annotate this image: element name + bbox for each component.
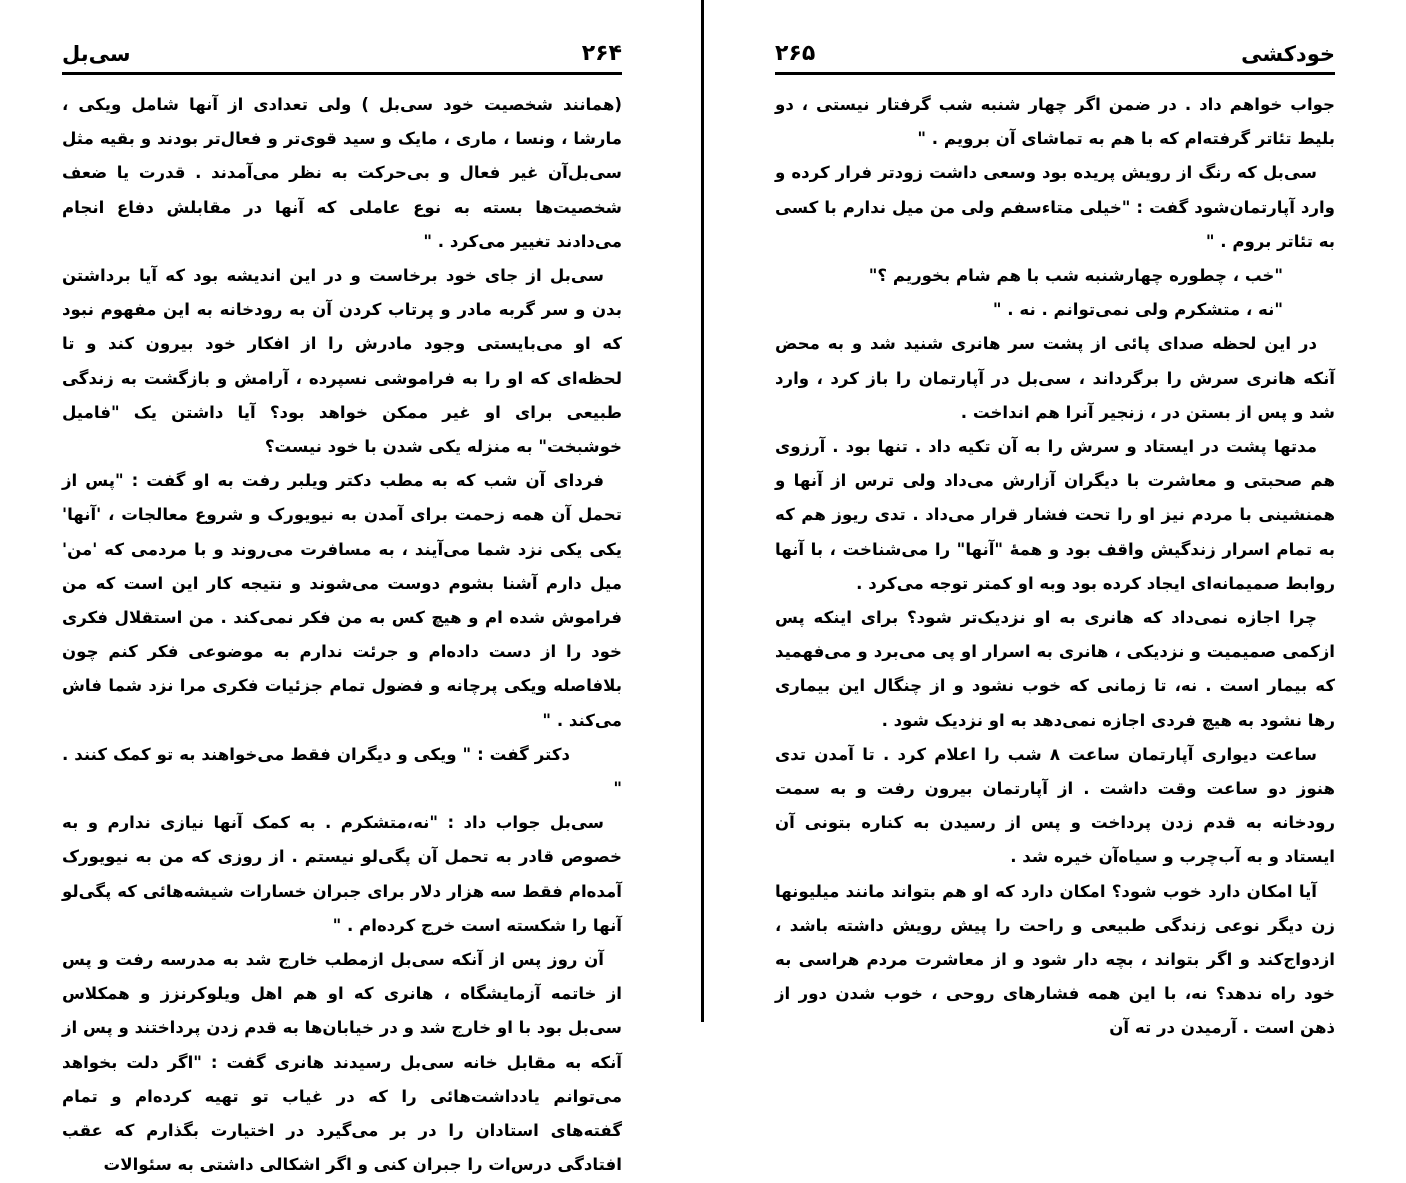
paragraph: فردای آن شب که به مطب دکتر ویلبر رفت به او گفت : "پس از تحمل آن همه زحمت برای آمدن به نیویورک و شروع معالجات ، 'آنها' یکی یکی نزد شما می‌آیند ، به مسافرت می‌روند و با مردمی که 'من' میل دارم آشنا بشوم دوست می‌شوند و نتیجه کار این است که من فراموش شده ام و هیچ کس به من فکر نمی‌کند . من استقلال فکری خود را از دست داده‌ام و جرئت ندارم به موضوعی فکر کنم چون بلافاصله ویکی پرچانه و فضول تمام جزئیات فکری مرا نزد شما فاش می‌کند . " [62,471,622,730]
running-title: خودکشی [1241,42,1335,66]
page-gutter [701,0,704,1022]
paragraph: آیا امکان دارد خوب شود؟ امکان دارد که او هم بتواند مانند میلیونها زن دیگر نوعی زندگی طبیعی و راحت را پیش رویش داشته باشد ، ازدواج‌کند و اگر بتواند ، بچه دار شود و از معاشرت مردم هراسی به خود راه ندهد؟ نه، با این همه فشارهای روحی ، خوب شدن دور از ذهن است . آرمیدن در ته آن [775,881,1335,1038]
paragraph: "نه ، متشکرم ولی نمی‌توانم . نه . " [992,300,1283,320]
header-rule [62,72,622,75]
paragraph: سی‌بل که رنگ از رویش پریده بود وسعی داشت زودتر فرار کرده و وارد آپارتمان‌شود گفت : "خیلی متاء‌سفم ولی من میل ندارم با کسی به تئاتر بروم . " [775,163,1335,251]
paragraph: سی‌بل جواب داد : "نه،متشکرم . به کمک آنها نیازی ندارم و به خصوص قادر به تحمل آن پگی‌لو نیستم . از روزی که من به نیویورک آمده‌ام فقط سه هزار دلار برای جبران خسارات شیشه‌هائی که پگی‌لو آنها را شکسته است خرج کرده‌ام . " [62,813,622,935]
left-page-body [62,88,622,1183]
right-page-header [775,30,1335,66]
running-title: سی‌بل [62,42,131,66]
paragraph: آن روز پس از آنکه سی‌بل ازمطب خارج شد به مدرسه رفت و پس از خاتمه آزمایشگاه ، هانری که او هم اهل ویلوکرنزز و همکلاس سی‌بل بود با او خارج شد و در خیابان‌ها به قدم زدن پرداختند و پس از آنکه به مقابل خانه سی‌بل رسیدند هانری گفت : "اگر دلت بخواهد می‌توانم یادداشت‌هائی را که در غیاب تو تهیه کرده‌ام و تمام گفته‌های استادان را در بر می‌گیرد در اختیارت بگذارم که عقب افتادگی درس‌ات را جبران کنی و اگر اشکالی داشتی به سئوالات [62,950,622,1175]
paragraph: "خب ، چطوره چهارشنبه شب با هم شام بخوریم ؟" [868,266,1283,286]
paragraph: ساعت دیواری آپارتمان ساعت ۸ شب را اعلام کرد . تا آمدن تدی هنوز دو ساعت وقت داشت . از آپارتمان بیرون رفت و به سمت رودخانه به قدم زدن پرداخت و پس از رسیدن به کناره بتونی آن ایستاد و به آب‌چرب و سیاه‌آن خیره شد . [775,744,1335,867]
paragraph: (همانند شخصیت خود سی‌بل ) ولی تعدادی از آنها شامل ویکی ، مارشا ، ونسا ، ماری ، مایک و سید قوی‌تر و فعال‌تر بودند و بقیه مثل سی‌بل‌آن غیر فعال و بی‌حرکت به نظر می‌آمدند . قدرت یا ضعف شخصیت‌ها بسته به نوع عاملی که آنها در مقابلش دفاع انجام می‌دادند تغییر می‌کرد . " [62,95,622,251]
right-page-body [775,88,1335,1046]
left-page [62,0,622,1175]
paragraph: سی‌بل از جای خود برخاست و در این اندیشه بود که آیا برداشتن بدن و سر گربه مادر و پرتاب کردن آن به رودخانه به این مفهوم نبود که او می‌بایستی وجود مادرش را از افکار خود بیرون کند و تا لحظه‌ای که او را به فراموشی نسپرده ، آرامش و بازگشت به زندگی طبیعی برای او غیر ممکن خواهد بود؟ آیا داشتن یک "فامیل خوشبخت" به منزله یکی شدن با خود نیست؟ [62,266,622,457]
page-number: ۲۶۵ [775,41,816,66]
paragraph: جواب خواهم داد . در ضمن اگر چهار شنبه شب گرفتار نیستی ، دو بلیط تئاتر گرفته‌ام که با هم به تماشای آن برویم . " [775,95,1335,149]
right-page [775,0,1335,1038]
left-page-header [62,30,622,66]
paragraph: مدتها پشت در ایستاد و سرش را به آن تکیه داد . تنها بود . آرزوی هم صحبتی و معاشرت با دیگران آزارش می‌داد ولی ترس از آنها و همنشینی با مردم نیز او را تحت فشار قرار می‌داد . تدی ریوز هم که به تمام اسرار زندگیش واقف بود و همهٔ "آنها" را می‌شناخت ، با آنها روابط صمیمانه‌ای ایجاد کرده بود وبه او کمتر توجه می‌کرد . [775,437,1335,593]
paragraph: چرا اجازه نمی‌داد که هانری به او نزدیک‌تر شود؟ برای اینکه پس ازکمی صمیمیت و نزدیکی ، هانری به اسرار او پی می‌برد و می‌فهمید که بیمار است . نه، تا زمانی که خوب نشود و از چنگال این بیماری رها نشود به هیچ فردی اجازه نمی‌دهد به او نزدیک شود . [775,608,1335,730]
page-number: ۲۶۴ [581,41,622,66]
paragraph: در این لحظه صدای پائی از پشت سر هانری شنید شد و به محض آنکه هانری سرش را برگرداند ، سی‌بل در آپارتمان را باز کرد ، وارد شد و پس از بستن در ، زنجیر آنرا هم انداخت . [775,334,1335,422]
paragraph: دکتر گفت : " ویکی و دیگران فقط می‌خواهند به تو کمک کنند . " [62,744,622,799]
header-rule [775,72,1335,75]
